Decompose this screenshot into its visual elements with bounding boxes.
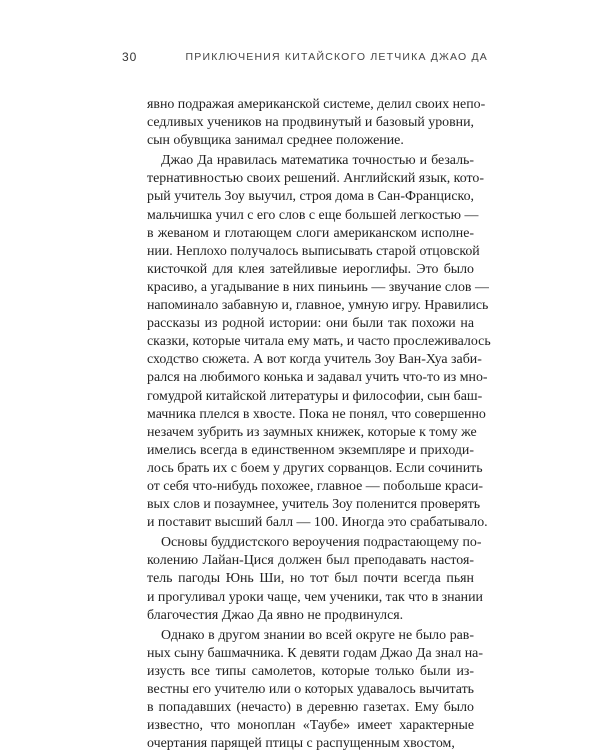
text-line: известно, что моноплан «Таубе» имеет характерные [147,718,474,734]
text-line: в попадавших (нечасто) в деревню газетах. Ему было [147,700,474,716]
text-line: Основы буддистского вероучения подрастающему по- [161,535,482,551]
text-line: рый учитель Зоу выучил, строя дома в Сан-Франциско, [147,189,474,205]
text-line: гомудрой китайской литературы и философии, сын баш- [147,388,483,404]
body-text [147,96,491,753]
page-number: 30 [122,50,138,64]
text-line: тернативностью своих решений. Английский язык, кото- [147,171,484,187]
text-line: вых слов и позаумнее, учитель Зоу поленится проверять [147,497,481,513]
text-line: Джао Да нравилась математика точностью и безаль- [161,153,474,169]
text-line: сходство сюжета. А вот когда учитель Зоу Ван-Хуа заби- [147,352,482,368]
paragraph [147,534,483,624]
text-line: ных сыну башмачника. К девяти годам Джао Да знал на- [147,645,483,661]
text-line: колению Лайан-Цися должен был преподавать настоя- [147,553,474,569]
text-line: от себя что-нибудь похожее, главное — побольше краси- [147,478,484,494]
text-line: рался на любимого конька и задавал учить что-то из мно- [147,370,488,386]
text-line: явно подражая американской системе, делил своих непо- [147,97,486,112]
text-line: мачника плелся в хвосте. Пока не понял, что совершенно [147,406,486,422]
text-line: и прогуливал уроки чаще, чем ученики, так что в знании [147,589,483,605]
text-line: имелись всегда в единственном экземпляре и приходи- [147,442,474,458]
text-line: и поставит высший балл — 100. Иногда это срабатывало. [147,515,488,531]
text-line: красиво, а угадывание в них пиньинь — звучание слов — [147,279,489,295]
paragraph [147,152,491,532]
text-line: напоминало забавную и, главное, умную игру. Нравились [147,298,489,314]
text-line: в жеваном и глотающем слоги американском исполне- [147,225,474,241]
text-line: сказки, которые читала ему мать, и часто прослеживалось [147,334,491,350]
text-line: благочестия Джао Да явно не продвинулся. [147,607,404,623]
text-line: вестны его учителю или о которых удавалось вычитать [147,682,474,697]
text-line: незачем зубрить из заумных книжек, которые к тому же [147,424,477,440]
text-line: изусть все типы самолетов, которые только были из- [147,663,474,679]
text-line: очертания парящей птицы с распущенным хвостом, [147,736,455,752]
text-line: рассказы из родной истории: они были так похожи на [147,316,474,332]
text-line: тель пагоды Юнь Ши, но тот был почти всегда пьян [147,571,474,587]
text-line: нии. Неплохо получалось выписывать старой отцовской [147,243,480,259]
running-head: ПРИКЛЮЧЕНИЯ КИТАЙСКОГО ЛЕТЧИКА ДЖАО ДА [185,51,488,63]
text-line: сын обувщика занимал среднее положение. [147,133,404,149]
text-line: Однако в другом знании во всей округе не было рав- [161,627,474,643]
paragraph [147,96,486,150]
text-line: кисточкой для клея затейливые иероглифы. Это было [147,261,474,277]
text-line: седливых учеников на продвинутый и базовый уровни, [147,115,474,131]
paragraph [147,627,483,753]
text-line: лось брать их с боем у других сорванцов. Если сочинить [147,460,483,476]
text-line: мальчишка учил с его слов с еще большей легкостью — [147,207,479,223]
page-header [0,50,600,70]
